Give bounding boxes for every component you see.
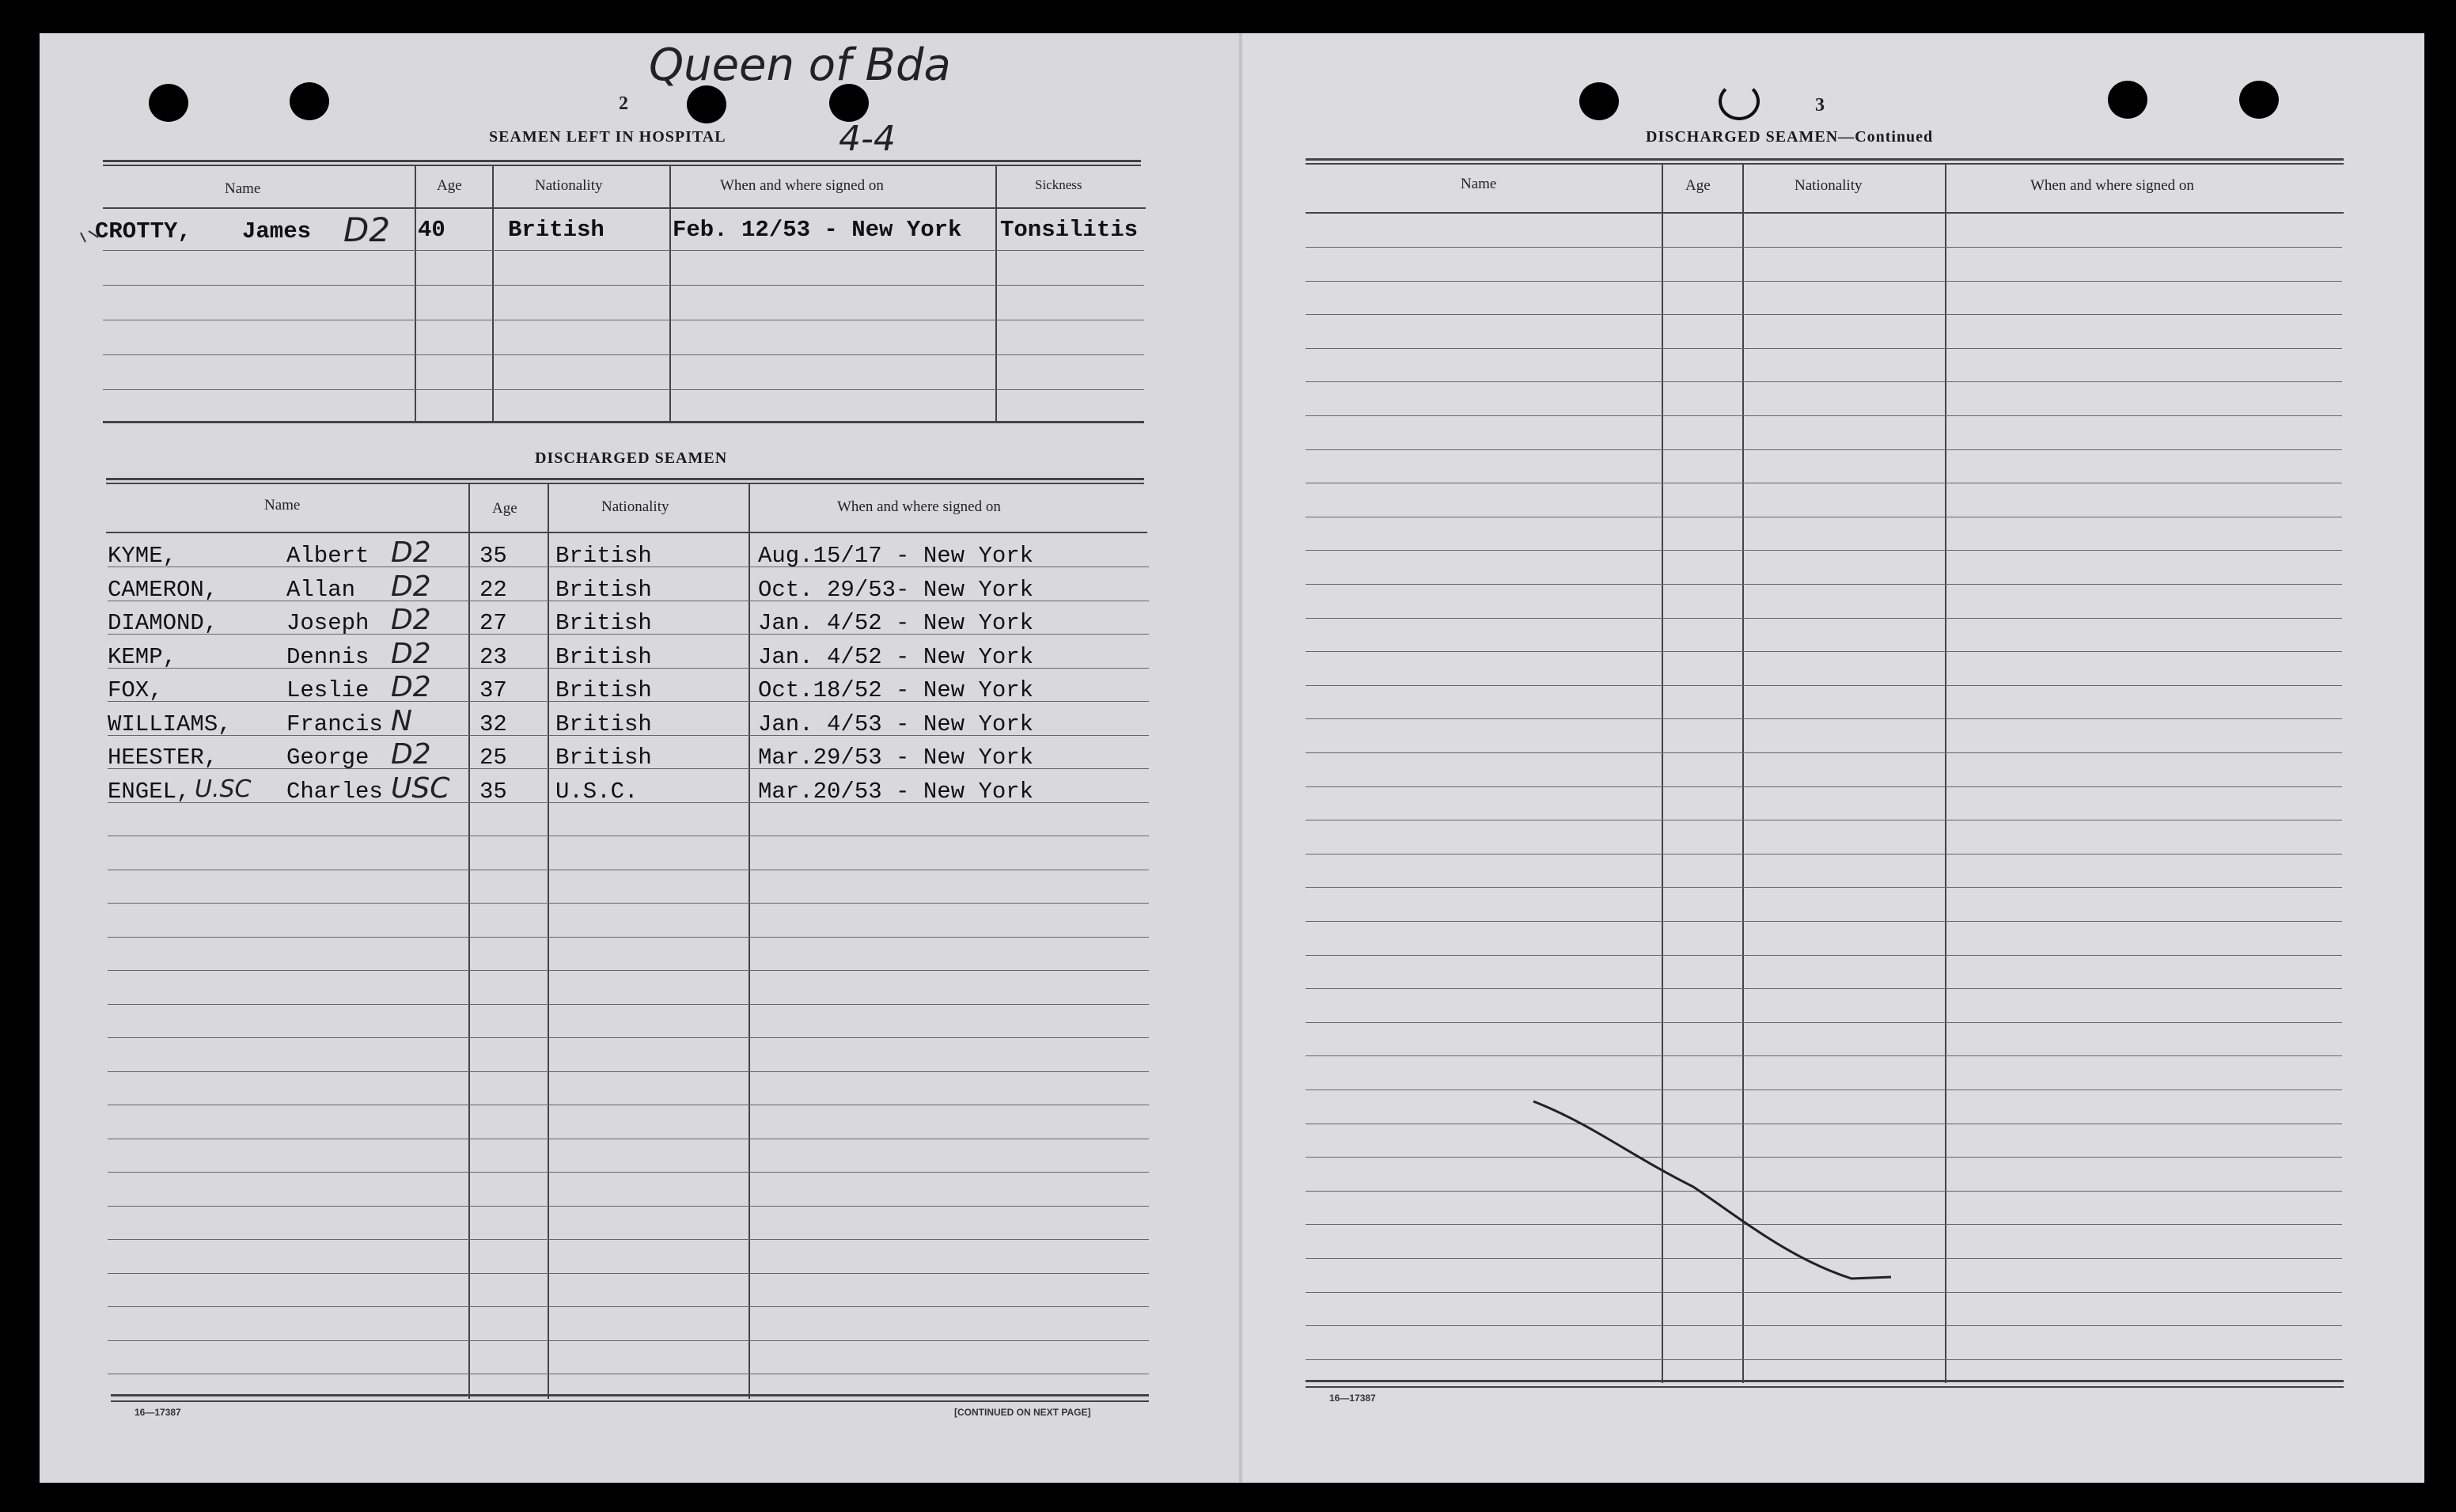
section-title-discharged-continued: DISCHARGED SEAMEN—Continued xyxy=(1646,128,1934,146)
seaman-surname-mark: U.SC xyxy=(195,775,252,803)
seaman-given-name: Leslie xyxy=(286,677,370,703)
seaman-mark: D2 xyxy=(391,637,431,670)
seaman-given-name: Charles xyxy=(286,778,383,805)
seaman-given-name: Albert xyxy=(286,543,370,569)
section-title-discharged: DISCHARGED SEAMEN xyxy=(535,449,728,467)
col-header-name: Name xyxy=(225,180,261,197)
col-header-name: Name xyxy=(1461,176,1497,192)
hospital-nationality: British xyxy=(508,217,605,243)
hospital-age: 40 xyxy=(418,217,445,243)
seaman-nationality: British xyxy=(555,677,652,703)
seaman-mark: D2 xyxy=(391,671,431,703)
col-header-nationality: Nationality xyxy=(601,498,669,515)
seaman-nationality: British xyxy=(555,711,652,737)
seaman-surname: FOX, xyxy=(108,677,163,703)
seaman-signed-on: Oct.18/52 - New York xyxy=(758,677,1034,703)
seaman-nationality: British xyxy=(555,610,652,636)
seaman-nationality: British xyxy=(555,576,652,603)
seaman-signed-on: Jan. 4/53 - New York xyxy=(758,711,1034,737)
seaman-mark: N xyxy=(391,704,412,737)
seaman-mark: D2 xyxy=(391,536,431,569)
seaman-signed-on: Jan. 4/52 - New York xyxy=(758,610,1034,636)
seaman-nationality: U.S.C. xyxy=(555,778,639,805)
seaman-age: 27 xyxy=(479,610,507,636)
seaman-given-name: George xyxy=(286,745,370,771)
page-number: 2 xyxy=(619,93,628,114)
seaman-surname: DIAMOND, xyxy=(108,610,218,636)
seaman-age: 25 xyxy=(479,745,507,771)
col-header-name: Name xyxy=(264,497,301,513)
col-header-signed-on: When and where signed on xyxy=(837,498,1001,515)
seaman-mark: USC xyxy=(391,771,450,805)
page-number: 3 xyxy=(1815,95,1825,116)
col-header-nationality: Nationality xyxy=(535,177,603,194)
hospital-given-name: James xyxy=(242,218,312,244)
handwritten-note: 4-4 xyxy=(839,119,896,159)
seaman-surname: HEESTER, xyxy=(108,745,218,771)
col-header-sickness: Sickness xyxy=(1035,177,1082,192)
col-header-nationality: Nationality xyxy=(1795,177,1863,194)
continued-note: [CONTINUED ON NEXT PAGE] xyxy=(954,1407,1091,1418)
seaman-age: 35 xyxy=(479,543,507,569)
form-number: 16—17387 xyxy=(135,1407,181,1418)
seaman-surname: ENGEL, xyxy=(108,778,191,805)
seaman-mark: D2 xyxy=(391,738,431,771)
seaman-signed-on: Oct. 29/53- New York xyxy=(758,576,1034,603)
seaman-age: 37 xyxy=(479,677,507,703)
hospital-mark: D2 xyxy=(343,210,391,249)
seaman-surname: KYME, xyxy=(108,543,177,569)
seaman-signed-on: Aug.15/17 - New York xyxy=(758,543,1034,569)
seaman-signed-on: Mar.20/53 - New York xyxy=(758,778,1034,805)
seaman-mark: D2 xyxy=(391,604,431,636)
hospital-sickness: Tonsilitis xyxy=(1000,217,1139,243)
seaman-signed-on: Jan. 4/52 - New York xyxy=(758,643,1034,670)
seaman-mark: D2 xyxy=(391,570,431,603)
seaman-nationality: British xyxy=(555,745,652,771)
seaman-surname: WILLIAMS, xyxy=(108,711,232,737)
seaman-age: 23 xyxy=(479,643,507,670)
seaman-age: 32 xyxy=(479,711,507,737)
hospital-signed-on: Feb. 12/53 - New York xyxy=(673,217,962,243)
col-header-signed-on: When and where signed on xyxy=(720,177,884,194)
section-title-hospital: SEAMEN LEFT IN HOSPITAL xyxy=(489,128,726,146)
hospital-surname: CROTTY, xyxy=(95,218,191,244)
seaman-age: 22 xyxy=(479,576,507,603)
seaman-given-name: Allan xyxy=(286,576,356,603)
seaman-signed-on: Mar.29/53 - New York xyxy=(758,745,1034,771)
form-number: 16—17387 xyxy=(1329,1393,1376,1404)
seaman-given-name: Joseph xyxy=(286,610,370,636)
seaman-nationality: British xyxy=(555,543,652,569)
seaman-age: 35 xyxy=(479,778,507,805)
seaman-nationality: British xyxy=(555,643,652,670)
seaman-surname: KEMP, xyxy=(108,643,177,670)
handwritten-ship-name: Queen of Bda xyxy=(649,40,951,91)
col-header-age: Age xyxy=(437,177,462,194)
col-header-age: Age xyxy=(492,500,517,517)
col-header-age: Age xyxy=(1685,177,1711,194)
seaman-surname: CAMERON, xyxy=(108,576,218,603)
col-header-signed-on: When and where signed on xyxy=(2030,177,2194,194)
seaman-given-name: Dennis xyxy=(286,643,370,670)
seaman-given-name: Francis xyxy=(286,711,383,737)
